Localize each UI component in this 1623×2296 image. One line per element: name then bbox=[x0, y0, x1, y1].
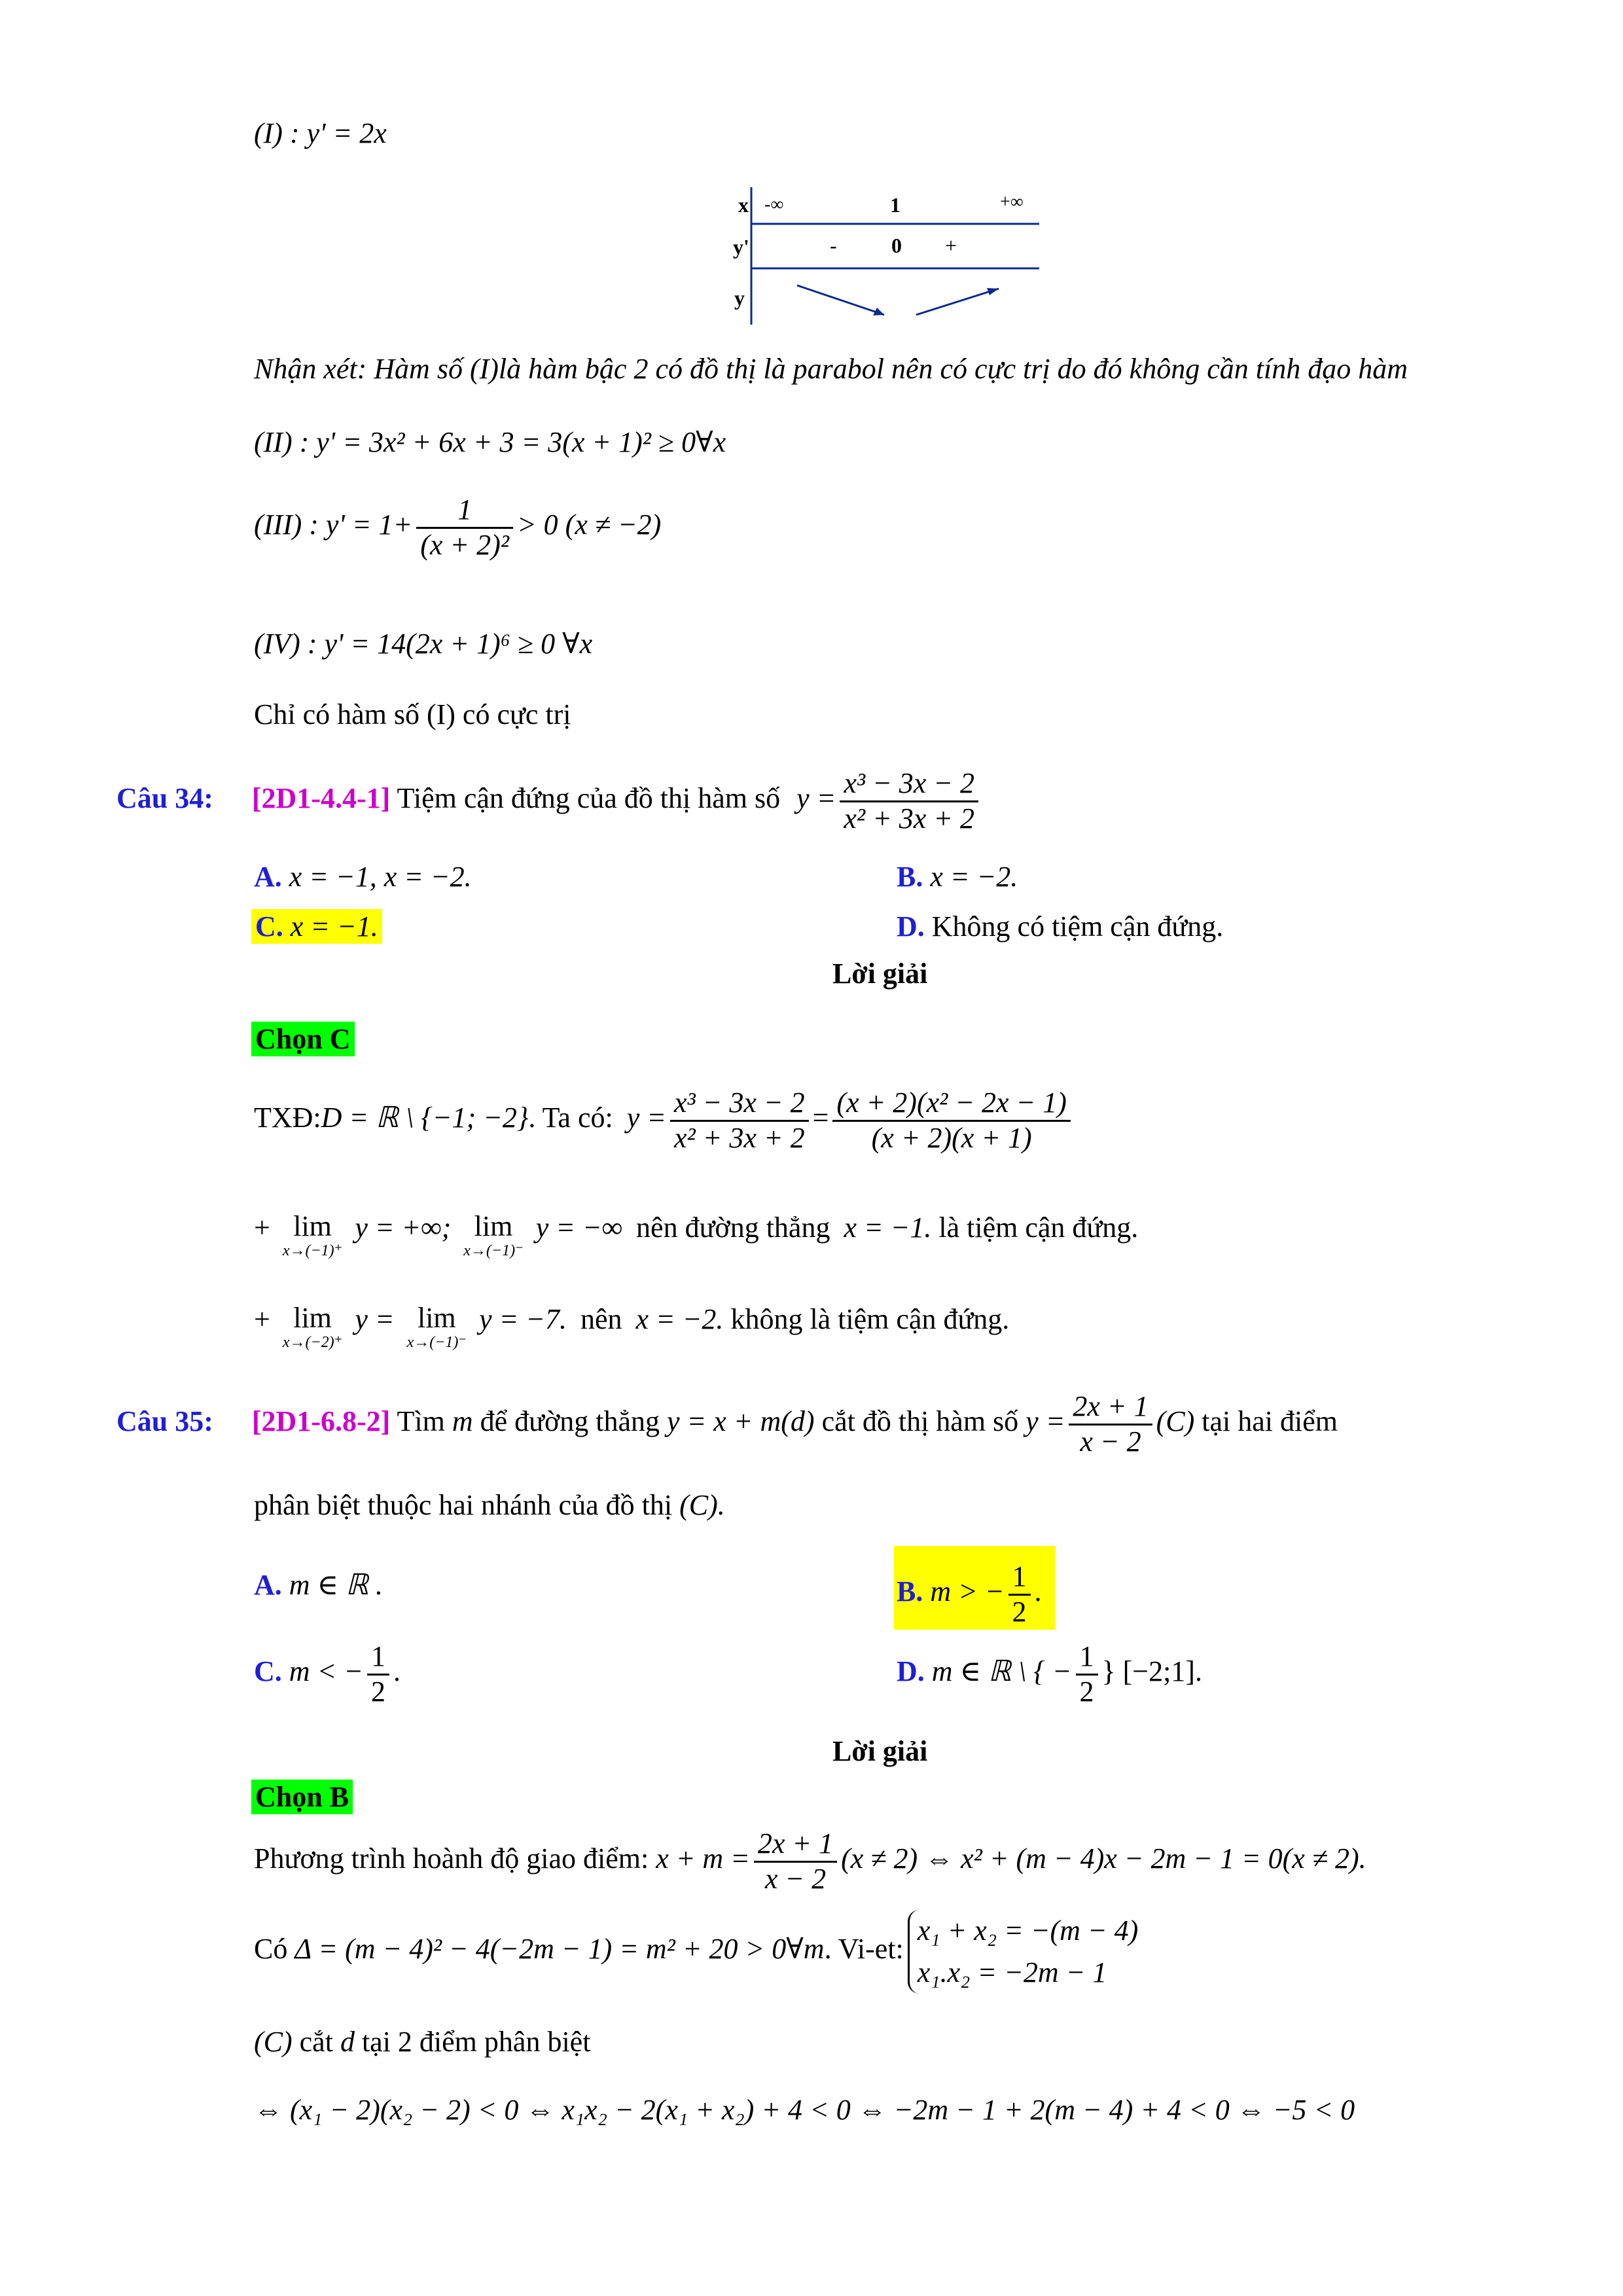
q34-lim1a-word: lim bbox=[293, 1210, 332, 1242]
q34-lim2-end: không là tiệm cận đứng. bbox=[730, 1303, 1010, 1335]
deriv-II: (II) : y' = 3x² + 6x + 3 = 3(x + 1)² ≥ 0∀x bbox=[254, 426, 726, 458]
q34-txd-mid: . Ta có: bbox=[528, 1102, 613, 1134]
q35-vieta-1: x₁ + x₂ = −(m − 4) bbox=[917, 1914, 1139, 1946]
q34-frac-num: x³ − 3x − 2 bbox=[840, 767, 978, 802]
q34-text: Tiệm cận đứng của đồ thị hàm số bbox=[397, 782, 781, 815]
q35-vieta-system bbox=[908, 1910, 1139, 1994]
q35-y-eq: y = bbox=[1026, 1405, 1065, 1438]
q34-option-c-text: x = −1. bbox=[290, 910, 378, 942]
q34-txd-frac2-den: (x + 2)(x + 1) bbox=[871, 1121, 1032, 1154]
q35-text-a: Tìm bbox=[397, 1405, 445, 1438]
q34-limit-line-2 bbox=[254, 1302, 1009, 1352]
q34-lim2b-word: lim bbox=[417, 1302, 456, 1334]
q35-solution-title: Lời giải bbox=[832, 1735, 928, 1767]
table-x-pos-inf: +∞ bbox=[1000, 192, 1024, 212]
deriv-IV: (IV) : y' = 14(2x + 1)⁶ ≥ 0 ∀x bbox=[254, 628, 593, 660]
table-sign-zero: 0 bbox=[891, 234, 902, 257]
q35-text-b: để đường thẳng bbox=[480, 1405, 660, 1438]
remark-text: Nhận xét: Hàm số (I)là hàm bậc 2 có đồ thị là parabol nên có cực trị do đó không cần tính đạo hàm bbox=[254, 353, 1408, 385]
q34-option-b-key: B. bbox=[897, 861, 923, 893]
q35-option-d-key: D. bbox=[897, 1655, 925, 1688]
q34-option-d-text: Không có tiệm cận đứng. bbox=[931, 910, 1224, 942]
q34-header bbox=[116, 767, 982, 835]
q34-eq-sign: = bbox=[812, 1102, 829, 1134]
q34-lim1b-word: lim bbox=[474, 1210, 513, 1242]
conclusion-text: Chỉ có hàm số (I) có cực trị bbox=[254, 698, 571, 730]
deriv-III-left: (III) : y' = 1+ bbox=[254, 509, 413, 541]
q35-line2 bbox=[254, 1488, 725, 1523]
deriv-III-num: 1 bbox=[416, 493, 513, 529]
q35-curve: (C) bbox=[1156, 1405, 1195, 1438]
q35-option-d[interactable] bbox=[897, 1640, 1202, 1708]
q35-pt-lhs: x + m = bbox=[656, 1842, 750, 1875]
q35-choice-highlight: Chọn B bbox=[251, 1780, 353, 1814]
q35-frac-num: 2x + 1 bbox=[1069, 1390, 1152, 1426]
q35-option-b-key: B. bbox=[897, 1575, 923, 1608]
q34-y-eq: y = bbox=[796, 782, 836, 815]
q34-lim2-eq: x = −2. bbox=[635, 1303, 724, 1335]
q35-option-d-post: } [−2;1]. bbox=[1101, 1655, 1202, 1688]
q35-option-d-frac bbox=[1076, 1640, 1098, 1708]
q35-pt-den: x − 2 bbox=[764, 1862, 827, 1895]
q35-vieta-text: . Vi-et: bbox=[824, 1932, 904, 1965]
q34-lim1-plus: + bbox=[254, 1211, 270, 1244]
q35-option-b-num: 1 bbox=[1008, 1560, 1031, 1596]
q35-line2-curve: (C). bbox=[679, 1489, 725, 1521]
q34-lim2a-val: y = bbox=[355, 1303, 395, 1335]
q35-fraction bbox=[1069, 1390, 1152, 1458]
q35-m-var: m bbox=[452, 1405, 473, 1438]
q34-option-d[interactable] bbox=[897, 910, 1223, 944]
q34-txd-frac1-den: x² + 3x + 2 bbox=[673, 1121, 805, 1154]
q35-option-c-frac bbox=[367, 1640, 389, 1708]
q35-option-b[interactable] bbox=[894, 1546, 1055, 1630]
q35-choice bbox=[251, 1780, 353, 1815]
q35-option-b-content bbox=[897, 1560, 1042, 1628]
q34-option-a-text: x = −1, x = −2. bbox=[289, 861, 472, 893]
q34-option-d-key: D. bbox=[897, 910, 925, 942]
q34-option-c-key: C. bbox=[255, 910, 283, 942]
q34-frac-den: x² + 3x + 2 bbox=[844, 802, 974, 834]
q35-cut-line bbox=[254, 2025, 590, 2060]
q34-fraction bbox=[840, 767, 978, 835]
q34-option-b-text: x = −2. bbox=[930, 861, 1018, 893]
q34-txd-frac1-num: x³ − 3x − 2 bbox=[670, 1086, 809, 1122]
q35-cut-d: d bbox=[340, 2026, 355, 2058]
table-sign-pos: + bbox=[945, 234, 957, 257]
table-x-label: x bbox=[738, 193, 749, 217]
q34-choice-highlight: Chọn C bbox=[251, 1022, 355, 1056]
q34-lim1-end: là tiệm cận đứng. bbox=[938, 1211, 1139, 1244]
q34-option-b[interactable] bbox=[897, 860, 1018, 895]
deriv-III-fraction bbox=[416, 493, 513, 562]
q34-txd-frac1 bbox=[670, 1086, 809, 1155]
table-yp-label: y' bbox=[733, 235, 749, 259]
table-y-label: y bbox=[734, 286, 745, 310]
q35-option-a-key: A. bbox=[254, 1569, 282, 1601]
variation-table bbox=[725, 187, 1039, 331]
q34-solution-title: Lời giải bbox=[832, 958, 928, 990]
q34-lim2a-word: lim bbox=[293, 1302, 332, 1334]
q35-option-c-den: 2 bbox=[370, 1675, 385, 1708]
q34-lim1a-val: y = +∞; bbox=[355, 1211, 452, 1244]
q34-lim2a-sub: x→(−2)⁺ bbox=[282, 1334, 343, 1352]
q34-option-c-highlight bbox=[251, 909, 382, 944]
q35-cut-end: tại 2 điểm phân biệt bbox=[361, 2026, 591, 2058]
q34-eq-y: y = bbox=[626, 1102, 666, 1134]
q35-frac-den: x − 2 bbox=[1080, 1425, 1141, 1458]
q35-pt-line bbox=[254, 1827, 1366, 1895]
deriv-III-den: (x + 2)² bbox=[420, 528, 509, 561]
q34-choice bbox=[251, 1022, 355, 1057]
q35-pt-num: 2x + 1 bbox=[754, 1827, 837, 1863]
q35-delta-line bbox=[254, 1910, 1138, 1994]
q35-option-a[interactable] bbox=[254, 1568, 383, 1603]
q35-pt-frac bbox=[754, 1827, 837, 1895]
q35-label: Câu 35: bbox=[116, 1405, 213, 1438]
q34-label: Câu 34: bbox=[116, 782, 213, 815]
q34-lim1-eq: x = −1. bbox=[844, 1211, 932, 1244]
q34-lim2b-val: y = −7. bbox=[479, 1303, 567, 1335]
table-x-neg-inf: -∞ bbox=[764, 194, 784, 215]
q34-lim1b bbox=[463, 1211, 524, 1260]
q35-cut-curve: (C) bbox=[254, 2026, 293, 2058]
q35-option-b-den: 2 bbox=[1012, 1595, 1027, 1628]
q34-lim2b-sub: x→(−1)⁻ bbox=[406, 1334, 467, 1352]
q35-option-c-num: 1 bbox=[367, 1640, 389, 1676]
q35-option-c-post: . bbox=[393, 1655, 401, 1688]
q35-option-d-den: 2 bbox=[1079, 1675, 1094, 1708]
q35-pt-rhs: (x ≠ 2) ⇔ x² + (m − 4)x − 2m − 1 = 0(x ≠ 2). bbox=[841, 1842, 1366, 1875]
q34-txd-prefix: TXĐ: bbox=[254, 1102, 321, 1134]
q35-option-d-num: 1 bbox=[1076, 1640, 1098, 1676]
q34-txd-line bbox=[254, 1086, 1075, 1155]
q34-lim2-plus: + bbox=[254, 1303, 270, 1335]
q35-co-text: Có bbox=[254, 1932, 288, 1965]
q34-lim1a-sub: x→(−1)⁺ bbox=[282, 1242, 343, 1260]
q34-txd-domain: D = ℝ \ {−1; −2} bbox=[321, 1102, 529, 1134]
q34-option-c[interactable] bbox=[251, 910, 382, 944]
q35-code: [2D1-6.8-2] bbox=[251, 1405, 391, 1438]
q35-option-b-frac bbox=[1008, 1560, 1031, 1628]
q35-header bbox=[116, 1390, 1338, 1458]
q35-option-b-pre: m > − bbox=[930, 1575, 1005, 1608]
deriv-III-right: > 0 (x ≠ −2) bbox=[516, 509, 662, 541]
q34-lim1-text: nên đường thẳng bbox=[636, 1211, 830, 1244]
q35-final-eq: ⇔ (x₁ − 2)(x₂ − 2) < 0 ⇔ x₁x₂ − 2(x₁ + x₂) + 4 < 0 ⇔ −2m − 1 + 2(m − 4) + 4 < 0 ⇔ −5 < 0 bbox=[254, 2094, 1355, 2126]
q35-option-c[interactable] bbox=[254, 1640, 401, 1708]
q35-line2-text: phân biệt thuộc hai nhánh của đồ thị bbox=[254, 1489, 673, 1521]
q34-option-a-key: A. bbox=[254, 861, 282, 893]
q34-txd-frac2 bbox=[832, 1086, 1070, 1155]
q34-lim2a bbox=[283, 1302, 343, 1352]
q35-delta-eq: Δ = (m − 4)² − 4(−2m − 1) = m² + 20 > 0∀m bbox=[294, 1932, 825, 1965]
q35-line-eq: y = x + m(d) bbox=[667, 1405, 815, 1438]
q35-text-d: tại hai điểm bbox=[1202, 1405, 1338, 1438]
deriv-I: (I) : y' = 2x bbox=[254, 117, 387, 149]
deriv-III bbox=[254, 493, 661, 562]
q35-cut-text: cắt bbox=[299, 2026, 333, 2058]
q35-pt-text: Phương trình hoành độ giao điểm: bbox=[254, 1842, 649, 1875]
q34-lim2-text: nên bbox=[580, 1303, 622, 1335]
q34-option-a[interactable] bbox=[254, 860, 472, 895]
table-x-mid: 1 bbox=[890, 193, 901, 217]
q35-option-c-key: C. bbox=[254, 1655, 282, 1688]
q35-option-a-text: m ∈ ℝ . bbox=[289, 1569, 383, 1601]
q35-vieta-2: x₁.x₂ = −2m − 1 bbox=[917, 1956, 1107, 1988]
q34-txd-frac2-num: (x + 2)(x² − 2x − 1) bbox=[832, 1086, 1070, 1122]
q34-lim1b-val: y = −∞ bbox=[535, 1211, 623, 1244]
q34-lim1b-sub: x→(−1)⁻ bbox=[463, 1242, 524, 1260]
q35-option-c-pre: m < − bbox=[289, 1655, 363, 1688]
q34-code: [2D1-4.4-1] bbox=[251, 782, 391, 815]
q35-text-c: cắt đồ thị hàm số bbox=[821, 1405, 1019, 1438]
q34-limit-line-1 bbox=[254, 1211, 1138, 1260]
q35-option-b-post: . bbox=[1034, 1575, 1042, 1608]
table-sign-neg: - bbox=[830, 234, 837, 257]
q34-lim1a bbox=[283, 1211, 343, 1260]
q35-option-d-pre: m ∈ ℝ \ { − bbox=[931, 1655, 1072, 1688]
q34-lim2b bbox=[407, 1302, 467, 1352]
